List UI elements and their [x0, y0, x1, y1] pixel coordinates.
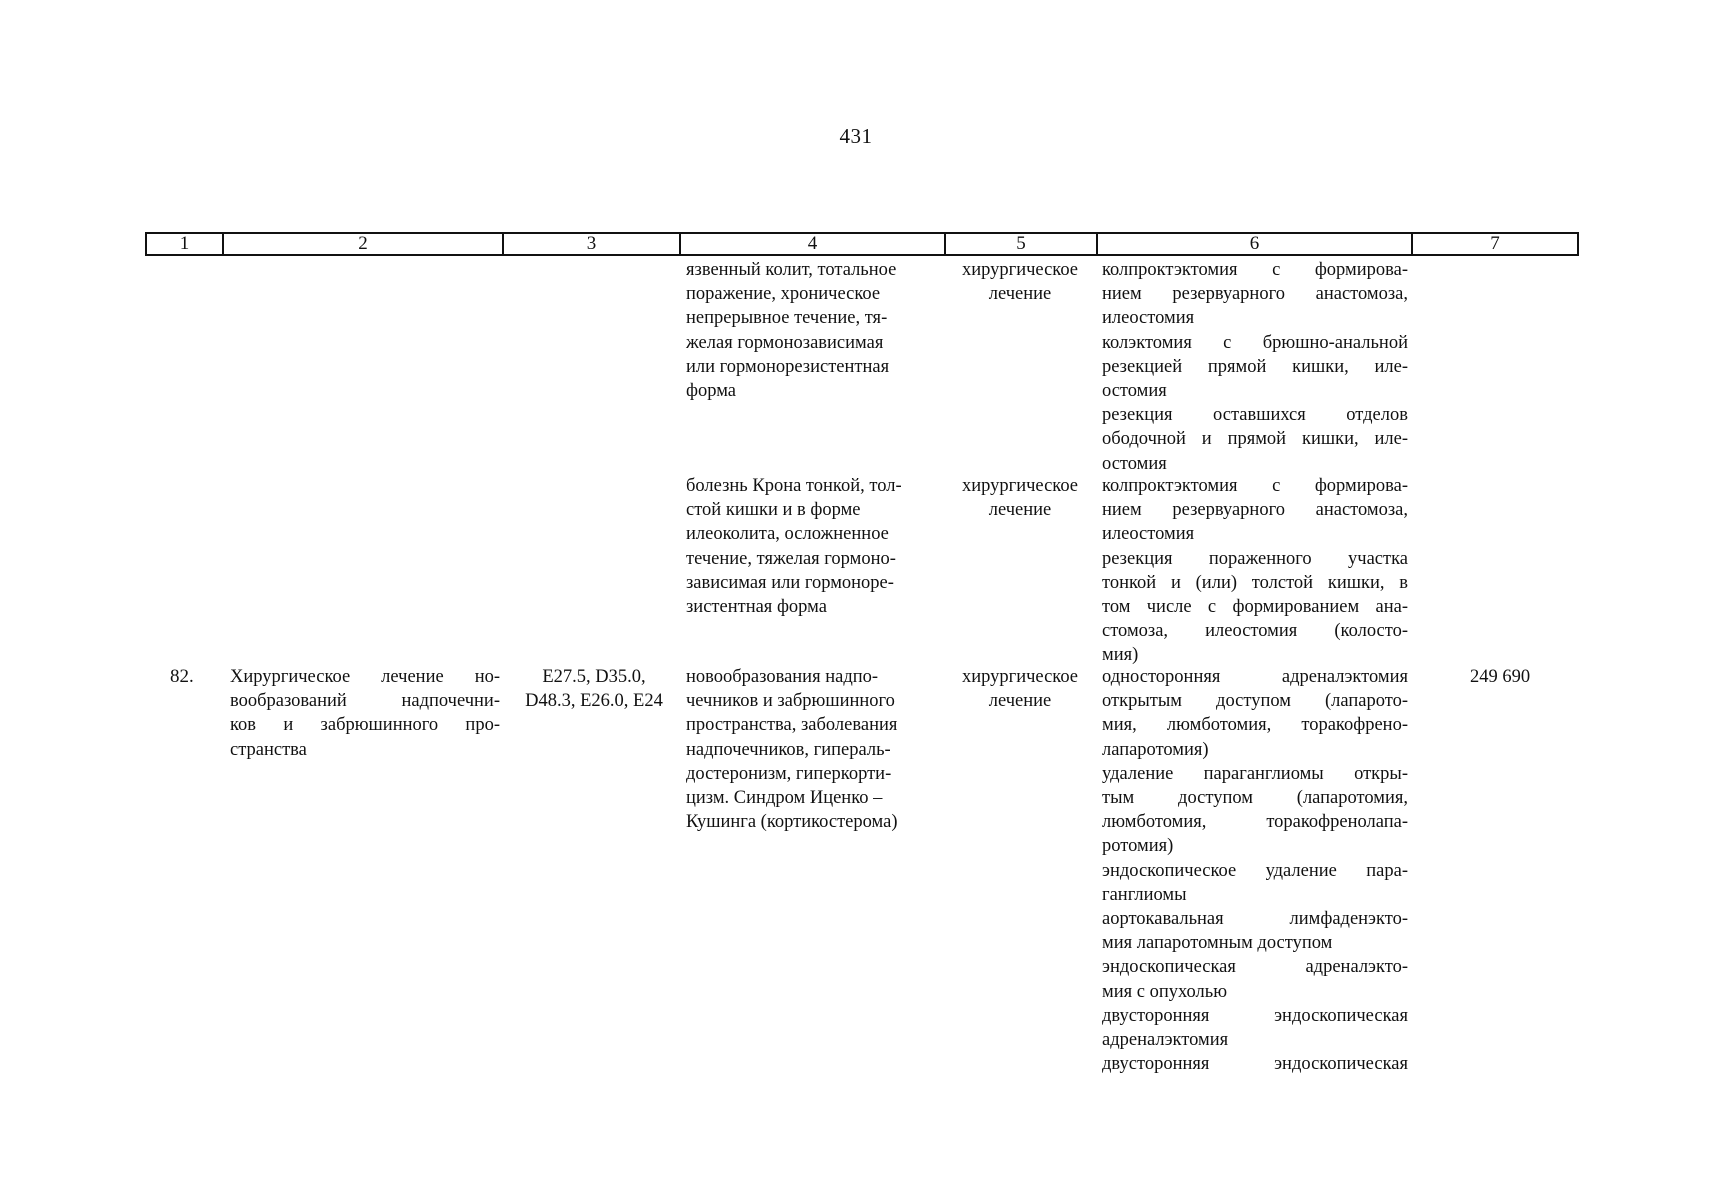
- text-line: лечение: [988, 691, 1052, 712]
- icd-codes-cell: [508, 665, 680, 713]
- text-line: ганглиомы: [1102, 884, 1187, 905]
- text-line: илеоколита, осложненное: [686, 524, 889, 545]
- text-line: D48.3, E26.0, E24: [525, 691, 663, 712]
- column-header-1: 1: [147, 234, 224, 254]
- text-line: пространства, заболевания: [686, 715, 898, 736]
- text-line: лапаротомия): [1102, 739, 1209, 760]
- column-header-5: 5: [946, 234, 1098, 254]
- text-line: колэктомия с брюшно-анальной: [1102, 332, 1408, 353]
- methods-cell-adrenal-neoplasms: [1102, 665, 1408, 1076]
- text-line: нием резервуарного анастомоза,: [1102, 284, 1408, 305]
- text-line: желая гормонозависимая: [686, 332, 884, 353]
- text-line: E27.5, D35.0,: [542, 667, 646, 687]
- text-line: аортокавальная лимфаденэкто-: [1102, 909, 1408, 930]
- text-line: мия, люмботомия, торакофрено-: [1102, 715, 1408, 736]
- text-line: непрерывное течение, тя-: [686, 308, 888, 329]
- treatment-type-cell: [950, 474, 1090, 522]
- text-line: форма: [686, 381, 736, 402]
- text-line: резекция оставшихся отделов: [1102, 405, 1408, 426]
- service-name-cell: [230, 665, 500, 762]
- text-line: зависимая или гормоноре-: [686, 572, 894, 593]
- text-line: остомия: [1102, 381, 1167, 402]
- text-line: илеостомия: [1102, 308, 1195, 329]
- table-header-row: [145, 232, 1579, 256]
- text-line: эндоскопическое удаление пара-: [1102, 860, 1408, 881]
- diagnosis-cell-crohns-disease: [686, 474, 948, 619]
- text-line: двусторонняя эндоскопическая: [1102, 1054, 1408, 1075]
- methods-cell-ulcerative-colitis: [1102, 258, 1408, 476]
- text-line: лечение: [988, 284, 1052, 305]
- column-header-2: 2: [224, 234, 504, 254]
- cost-cell: 249 690: [1469, 667, 1531, 687]
- column-header-6: 6: [1098, 234, 1413, 254]
- column-header-7: 7: [1490, 233, 1500, 254]
- text-line: странства: [230, 739, 307, 760]
- text-line: колпроктэктомия с формирова-: [1102, 260, 1408, 280]
- text-line: эндоскопическая адреналэкто-: [1102, 957, 1408, 978]
- text-line: чечников и забрюшинного: [686, 691, 895, 712]
- text-line: нием резервуарного анастомоза,: [1102, 500, 1408, 521]
- text-line: удаление параганглиомы откры-: [1102, 763, 1408, 784]
- column-header-3: 3: [504, 234, 681, 254]
- column-header-4: 4: [681, 234, 946, 254]
- treatment-type-cell: [950, 665, 1090, 713]
- text-line: остомия: [1102, 453, 1167, 474]
- text-line: язвенный колит, тотальное: [686, 260, 897, 280]
- text-line: или гормонорезистентная: [686, 356, 890, 377]
- text-line: тым доступом (лапаротомия,: [1102, 788, 1408, 809]
- text-line: ков и забрюшинного про-: [230, 715, 500, 736]
- text-line: резекцией прямой кишки, иле-: [1102, 356, 1408, 377]
- text-line: ротомия): [1102, 836, 1174, 857]
- text-line: течение, тяжелая гормоно-: [686, 548, 896, 569]
- text-line: стомоза, илеостомия (колосто-: [1102, 621, 1408, 642]
- text-line: поражение, хроническое: [686, 284, 881, 305]
- text-line: Кушинга (кортикостерома): [686, 812, 898, 833]
- text-line: цизм. Синдром Иценко –: [686, 788, 883, 809]
- text-line: мия): [1102, 645, 1139, 666]
- text-line: мия лапаротомным доступом: [1102, 933, 1333, 954]
- text-line: мия с опухолью: [1102, 981, 1228, 1002]
- text-line: хирургическое: [961, 476, 1079, 496]
- text-line: лечение: [988, 500, 1052, 521]
- text-line: надпочечников, гипераль-: [686, 739, 891, 760]
- text-line: люмботомия, торакофренолапа-: [1102, 812, 1408, 833]
- text-line: хирургическое: [961, 667, 1079, 687]
- text-line: двусторонняя эндоскопическая: [1102, 1005, 1408, 1026]
- text-line: вообразований надпочечни-: [230, 691, 500, 712]
- text-line: новообразования надпо-: [686, 667, 879, 687]
- text-line: хирургическое: [961, 260, 1079, 280]
- methods-cell-crohns-disease: [1102, 474, 1408, 668]
- text-line: болезнь Крона тонкой, тол-: [686, 476, 902, 496]
- page-number: 431: [839, 124, 873, 148]
- text-line: резекция пораженного участка: [1102, 548, 1408, 569]
- text-line: том числе с формированием ана-: [1102, 597, 1408, 618]
- text-line: зистентная форма: [686, 597, 827, 618]
- text-line: односторонняя адреналэктомия: [1102, 667, 1408, 687]
- text-line: достеронизм, гиперкорти-: [686, 763, 892, 784]
- text-line: Хирургическое лечение но-: [230, 667, 500, 687]
- text-line: стой кишки и в форме: [686, 500, 861, 521]
- treatment-type-cell: [950, 258, 1090, 306]
- text-line: ободочной и прямой кишки, иле-: [1102, 429, 1408, 450]
- text-line: тонкой и (или) толстой кишки, в: [1102, 572, 1408, 593]
- text-line: илеостомия: [1102, 524, 1195, 545]
- row-number: 82.: [170, 666, 194, 687]
- diagnosis-cell-ulcerative-colitis: [686, 258, 948, 403]
- text-line: адреналэктомия: [1102, 1030, 1229, 1051]
- diagnosis-cell-adrenal-neoplasms: [686, 665, 948, 834]
- text-line: открытым доступом (лапарото-: [1102, 691, 1408, 712]
- text-line: колпроктэктомия с формирова-: [1102, 476, 1408, 496]
